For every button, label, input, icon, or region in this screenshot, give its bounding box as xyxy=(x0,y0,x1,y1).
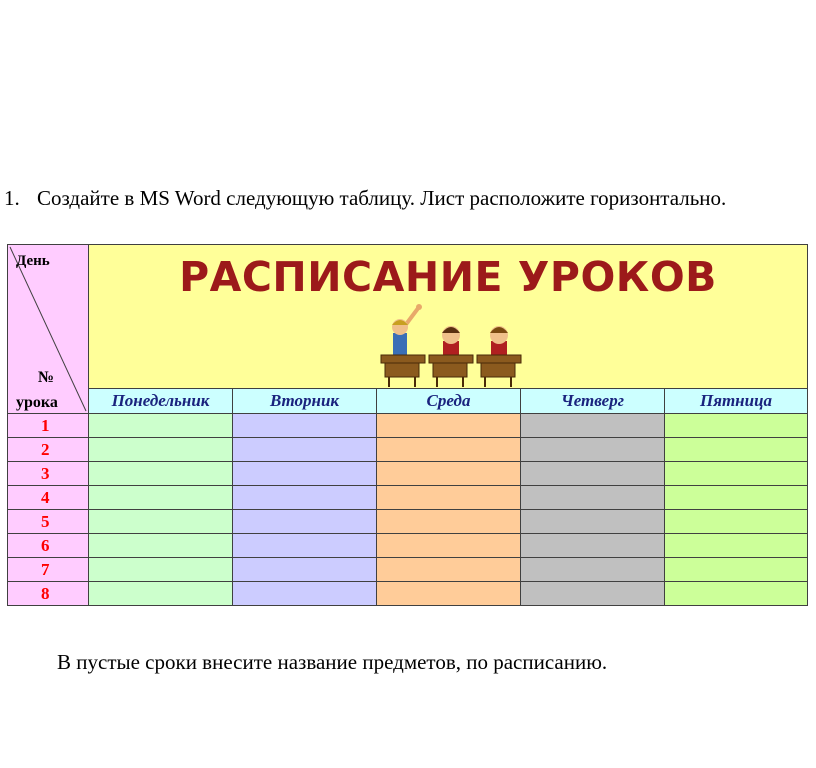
schedule-table xyxy=(7,244,808,606)
schedule-cell-wednesday[interactable] xyxy=(377,486,521,510)
schedule-cell-friday[interactable] xyxy=(665,582,808,606)
lesson-number: 3 xyxy=(8,462,89,486)
table-row xyxy=(8,558,808,582)
schedule-cell-monday[interactable] xyxy=(89,582,233,606)
schedule-cell-thursday[interactable] xyxy=(521,486,665,510)
schedule-cell-wednesday[interactable] xyxy=(377,462,521,486)
schedule-cell-thursday[interactable] xyxy=(521,582,665,606)
footer-instruction: В пустые сроки внесите название предметов, по расписанию. xyxy=(57,650,608,674)
schedule-title: РАСПИСАНИЕ УРОКОВ xyxy=(179,253,717,301)
schedule-cell-monday[interactable] xyxy=(89,486,233,510)
schedule-cell-friday[interactable] xyxy=(665,486,808,510)
table-row xyxy=(8,414,808,438)
table-row xyxy=(8,438,808,462)
lesson-number: 8 xyxy=(8,582,89,606)
schedule-cell-wednesday[interactable] xyxy=(377,510,521,534)
table-row xyxy=(8,534,808,558)
schedule-cell-thursday[interactable] xyxy=(521,558,665,582)
lesson-number: 7 xyxy=(8,558,89,582)
schedule-cell-tuesday[interactable] xyxy=(233,582,377,606)
schedule-cell-friday[interactable] xyxy=(665,438,808,462)
schedule-cell-tuesday[interactable] xyxy=(233,558,377,582)
schedule-cell-monday[interactable] xyxy=(89,462,233,486)
corner-lesson-label: урока xyxy=(16,394,58,411)
table-row xyxy=(8,510,808,534)
corner-number-sign: № xyxy=(38,369,55,386)
day-header-wednesday: Среда xyxy=(377,389,521,414)
schedule-cell-monday[interactable] xyxy=(89,510,233,534)
lesson-number: 6 xyxy=(8,534,89,558)
day-header-tuesday: Вторник xyxy=(233,389,377,414)
lesson-number: 2 xyxy=(8,438,89,462)
schedule-cell-tuesday[interactable] xyxy=(233,438,377,462)
schedule-cell-tuesday[interactable] xyxy=(233,414,377,438)
schedule-cell-monday[interactable] xyxy=(89,414,233,438)
schedule-cell-thursday[interactable] xyxy=(521,414,665,438)
corner-cell xyxy=(8,245,89,414)
schedule-cell-tuesday[interactable] xyxy=(233,486,377,510)
title-banner xyxy=(89,245,808,389)
schedule-cell-friday[interactable] xyxy=(665,510,808,534)
lesson-number: 5 xyxy=(8,510,89,534)
task-number: 1. xyxy=(4,186,20,210)
schedule-cell-thursday[interactable] xyxy=(521,510,665,534)
table-row xyxy=(8,486,808,510)
schedule-cell-friday[interactable] xyxy=(665,462,808,486)
day-header-thursday: Четверг xyxy=(521,389,665,414)
schedule-cell-monday[interactable] xyxy=(89,438,233,462)
schedule-cell-wednesday[interactable] xyxy=(377,558,521,582)
diagonal-line xyxy=(8,245,88,413)
schedule-cell-tuesday[interactable] xyxy=(233,462,377,486)
schedule-cell-wednesday[interactable] xyxy=(377,414,521,438)
task-text: Создайте в MS Word следующую таблицу. Лист расположите горизонтально. xyxy=(37,186,727,210)
schedule-cell-thursday[interactable] xyxy=(521,438,665,462)
table-row xyxy=(8,582,808,606)
day-header-monday: Понедельник xyxy=(89,389,233,414)
table-row xyxy=(8,462,808,486)
schedule-cell-friday[interactable] xyxy=(665,534,808,558)
lesson-number: 1 xyxy=(8,414,89,438)
schedule-cell-friday[interactable] xyxy=(665,414,808,438)
schedule-cell-wednesday[interactable] xyxy=(377,534,521,558)
schedule-cell-thursday[interactable] xyxy=(521,534,665,558)
schedule-cell-monday[interactable] xyxy=(89,558,233,582)
schedule-cell-friday[interactable] xyxy=(665,558,808,582)
pupils-at-desks-icon xyxy=(379,303,529,389)
schedule-cell-thursday[interactable] xyxy=(521,462,665,486)
lesson-number: 4 xyxy=(8,486,89,510)
corner-day-label: День xyxy=(16,253,50,269)
day-header-friday: Пятница xyxy=(665,389,808,414)
schedule-cell-wednesday[interactable] xyxy=(377,582,521,606)
schedule-cell-wednesday[interactable] xyxy=(377,438,521,462)
schedule-cell-tuesday[interactable] xyxy=(233,510,377,534)
schedule-cell-monday[interactable] xyxy=(89,534,233,558)
schedule-cell-tuesday[interactable] xyxy=(233,534,377,558)
